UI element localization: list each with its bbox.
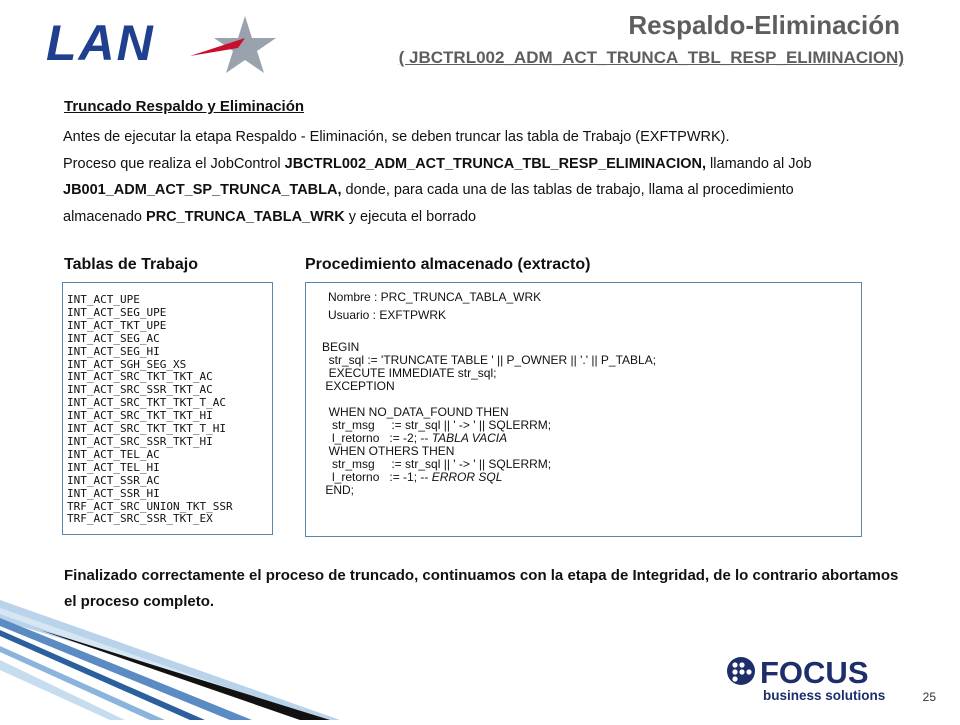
- page-title: Respaldo-Eliminación: [628, 10, 900, 40]
- table-item: INT_ACT_TKT_UPE: [67, 318, 167, 332]
- intro-line-1: Antes de ejecutar la etapa Respaldo - Eliminación, se deben truncar las tabla de Trabajo (EXFTPWRK).: [63, 129, 730, 145]
- table-item: INT_ACT_SRC_SSR_TKT_HI: [67, 434, 213, 448]
- code-line: EXECUTE IMMEDIATE str_sql;: [322, 366, 497, 380]
- table-item: INT_ACT_UPE: [67, 293, 140, 306]
- intro-line-2: Proceso que realiza el JobControl JBCTRL002_ADM_ACT_TRUNCA_TBL_RESP_ELIMINACION, llamando al Job: [63, 155, 812, 172]
- intro-line-4: almacenado PRC_TRUNCA_TABLA_WRK y ejecuta el borrado: [63, 208, 477, 225]
- code-line: BEGIN: [322, 340, 360, 354]
- page-subtitle: ( JBCTRL002_ADM_ACT_TRUNCA_TBL_RESP_ELIMINACION): [398, 48, 904, 67]
- table-item: INT_ACT_TEL_AC: [67, 447, 160, 461]
- table-item: INT_ACT_SEG_HI: [67, 344, 160, 358]
- lan-logo: [40, 8, 280, 78]
- focus-logo: [726, 650, 891, 705]
- code-line: l_retorno := -1; -- ERROR SQL: [322, 470, 503, 484]
- code-line: str_msg := str_sql || ' -> ' || SQLERRM;: [322, 457, 552, 471]
- table-item: INT_ACT_SEG_AC: [67, 331, 160, 345]
- table-item: INT_ACT_SSR_HI: [67, 486, 160, 500]
- table-item: INT_ACT_SRC_TKT_TKT_HI: [67, 409, 213, 423]
- table-item: INT_ACT_TEL_HI: [67, 460, 160, 474]
- code-line: END;: [322, 483, 355, 497]
- intro-paragraph: [63, 124, 913, 230]
- code-line: WHEN OTHERS THEN: [322, 444, 455, 458]
- decorative-stripes: [0, 590, 340, 720]
- table-item: INT_ACT_SGH_SEG_XS: [67, 357, 187, 371]
- footer-text: Finalizado correctamente el proceso de truncado, continuamos con la etapa de Integridad, de lo contrario abortamos el proceso completo.: [64, 567, 899, 610]
- table-item: INT_ACT_SRC_TKT_TKT_T_HI: [67, 422, 226, 436]
- star-icon: [190, 16, 276, 73]
- table-item: TRF_ACT_SRC_UNION_TKT_SSR: [67, 499, 233, 513]
- table-item: INT_ACT_SRC_TKT_TKT_AC: [67, 370, 213, 384]
- focus-dots-icon: [727, 657, 755, 685]
- code-line: str_msg := str_sql || ' -> ' || SQLERRM;: [322, 418, 552, 432]
- focus-tagline: business solutions: [763, 688, 886, 703]
- lan-logo-text: LAN: [46, 15, 155, 71]
- table-item: INT_ACT_SSR_AC: [67, 473, 160, 487]
- code-line: WHEN NO_DATA_FOUND THEN: [322, 405, 509, 419]
- table-item: INT_ACT_SRC_SSR_TKT_AC: [67, 383, 213, 397]
- code-line: str_sql := 'TRUNCATE TABLE ' || P_OWNER || '.' || P_TABLA;: [322, 353, 657, 367]
- procedure-name: Nombre : PRC_TRUNCA_TABLA_WRK: [328, 290, 542, 304]
- section-title: Truncado Respaldo y Eliminación: [64, 98, 305, 115]
- procedure-heading: Procedimiento almacenado (extracto): [305, 256, 591, 273]
- tables-heading: Tablas de Trabajo: [64, 256, 198, 273]
- table-item: INT_ACT_SEG_UPE: [67, 305, 167, 319]
- code-line: l_retorno := -2; -- TABLA VACIA: [322, 431, 508, 445]
- page-number: 25: [922, 690, 936, 704]
- focus-word: FOCUS: [760, 655, 869, 690]
- table-item: TRF_ACT_SRC_SSR_TKT_EX: [67, 512, 213, 526]
- procedure-user: Usuario : EXFTPWRK: [328, 308, 447, 322]
- code-line: EXCEPTION: [322, 379, 395, 393]
- procedure-box: [305, 282, 862, 537]
- table-item: INT_ACT_SRC_TKT_TKT_T_AC: [67, 396, 226, 410]
- intro-line-3: JB001_ADM_ACT_SP_TRUNCA_TABLA, donde, para cada una de las tablas de trabajo, llama al procedimiento: [63, 182, 794, 198]
- tables-list: [62, 282, 273, 535]
